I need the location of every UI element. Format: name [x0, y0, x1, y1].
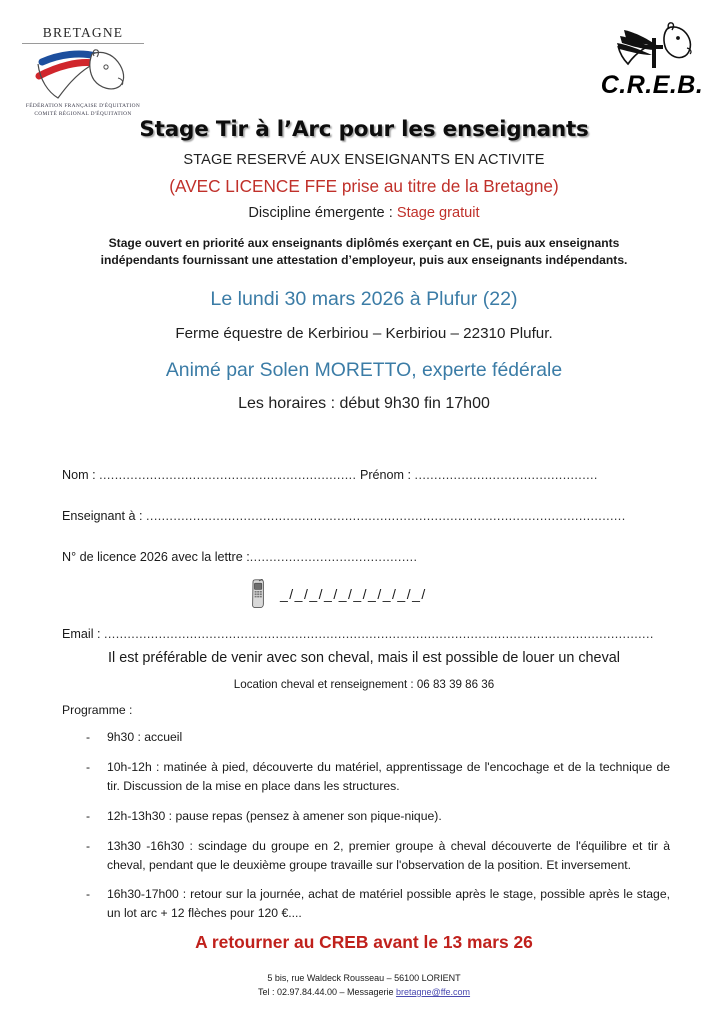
discipline-prefix: Discipline émergente :	[248, 204, 397, 221]
creb-logo	[590, 20, 714, 98]
email-input[interactable]: .............................................................................................................................................	[104, 627, 654, 642]
footer-contact-line	[0, 986, 728, 1000]
return-deadline-notice: A retourner au CREB avant le 13 mars 26	[195, 932, 533, 952]
programme-section	[62, 703, 670, 923]
programme-item-text: 9h30 : accueil	[107, 730, 183, 744]
nom-label: Nom :	[62, 468, 96, 482]
programme-heading: Programme :	[62, 703, 133, 717]
page-title: Stage Tir à l’Arc pour les enseignants	[139, 117, 589, 142]
ffe-horse-head-icon	[22, 46, 144, 102]
subtitle-licence-notice: (AVEC LICENCE FFE prise au titre de la Bretagne)	[169, 175, 559, 196]
footer-email-link[interactable]: bretagne@ffe.com	[396, 986, 471, 997]
form-row-email	[0, 627, 728, 642]
document-header-block	[0, 118, 728, 413]
horse-notes-block	[0, 650, 728, 691]
nom-input[interactable]: ..................................................................	[99, 468, 357, 482]
bullet-dash: -	[86, 808, 91, 823]
bullet-dash: -	[86, 887, 91, 902]
bullet-dash: -	[86, 759, 91, 774]
form-row-name	[0, 468, 728, 483]
licence-input[interactable]: ...........................................	[249, 550, 418, 565]
form-row-licence	[0, 550, 728, 565]
prenom-label: Prénom :	[359, 468, 412, 482]
enseignant-input[interactable]: ...........................................................................................................................	[146, 509, 626, 524]
creb-acronym: C.R.E.B.	[600, 71, 704, 99]
event-date: Le lundi 30 mars 2026 à Plufur (22)	[210, 287, 518, 310]
bullet-dash: -	[86, 838, 91, 853]
phone-number-slots[interactable]: _/_/_/_/_/_/_/_/_/_/	[280, 586, 427, 603]
bring-horse-note: Il est préférable de venir avec son cheval, mais il est possible de louer un cheval	[108, 650, 620, 666]
prenom-input[interactable]: ...............................................	[414, 468, 598, 482]
form-row-phone	[0, 579, 728, 609]
mobile-phone-icon	[250, 579, 266, 609]
enseignant-label: Enseignant à :	[62, 509, 143, 524]
list-item	[62, 807, 670, 826]
programme-item-text: 13h30 -16h30 : scindage du groupe en 2, premier groupe à cheval découverte de l'équilibre et tir à cheval, pendant que le deuxième groupe travaille sur l'observation de la position. Et inversement.	[107, 838, 670, 872]
document-footer	[0, 972, 728, 1000]
list-item	[62, 758, 670, 796]
list-item	[62, 837, 670, 875]
programme-item-text: 12h-13h30 : pause repas (pensez à amener son pique-nique).	[107, 808, 442, 823]
subtitle-discipline	[0, 205, 728, 221]
form-row-teaching-at	[0, 509, 728, 524]
event-hours: Les horaires : début 9h30 fin 17h00	[238, 394, 490, 412]
email-label: Email :	[62, 627, 101, 642]
registration-form	[0, 460, 728, 642]
horse-rental-contact: Location cheval et renseignement : 06 83 39 86 36	[233, 678, 495, 691]
programme-item-text: 16h30-17h00 : retour sur la journée, achat de matériel possible après le stage, possible après le stage, un lot arc + 12 flèches pour 120 €....	[107, 887, 670, 921]
footer-address: 5 bis, rue Waldeck Rousseau – 56100 LORIENT	[267, 973, 461, 983]
ffe-bretagne-logo	[22, 26, 144, 118]
ffe-caption-line-2: COMITÉ RÉGIONAL D'ÉQUITATION	[34, 110, 132, 117]
discipline-free-badge: Stage gratuit	[396, 204, 480, 221]
ffe-logo-divider	[22, 43, 144, 44]
subtitle-reserved: STAGE RESERVÉ AUX ENSEIGNANTS EN ACTIVITE	[183, 151, 545, 168]
licence-label: N° de licence 2026 avec la lettre :	[62, 550, 250, 565]
intro-paragraph: Stage ouvert en priorité aux enseignants diplômés exerçant en CE, puis aux enseignants indépendants fournissant une attestation d’employeur, puis aux enseignants indépendants.	[100, 235, 628, 268]
event-venue: Ferme équestre de Kerbiriou – Kerbiriou – 22310 Plufur.	[175, 324, 553, 342]
list-item	[62, 728, 670, 747]
bullet-dash: -	[86, 730, 91, 744]
ffe-region-label: BRETAGNE	[42, 25, 124, 40]
programme-list	[62, 728, 670, 923]
footer-tel: Tel : 02.97.84.44.00 – Messagerie	[257, 986, 397, 997]
event-animator: Animé par Solen MORETTO, experte fédérale	[165, 358, 563, 381]
list-item	[62, 885, 670, 923]
ffe-caption-line-1: FÉDÉRATION FRANÇAISE D'ÉQUITATION	[25, 102, 141, 109]
programme-item-text: 10h-12h : matinée à pied, découverte du matériel, apprentissage de l'encochage et de la technique de tir. Discussion de la mise en place dans les structures.	[107, 759, 670, 793]
creb-horse-cross-icon	[590, 20, 714, 72]
